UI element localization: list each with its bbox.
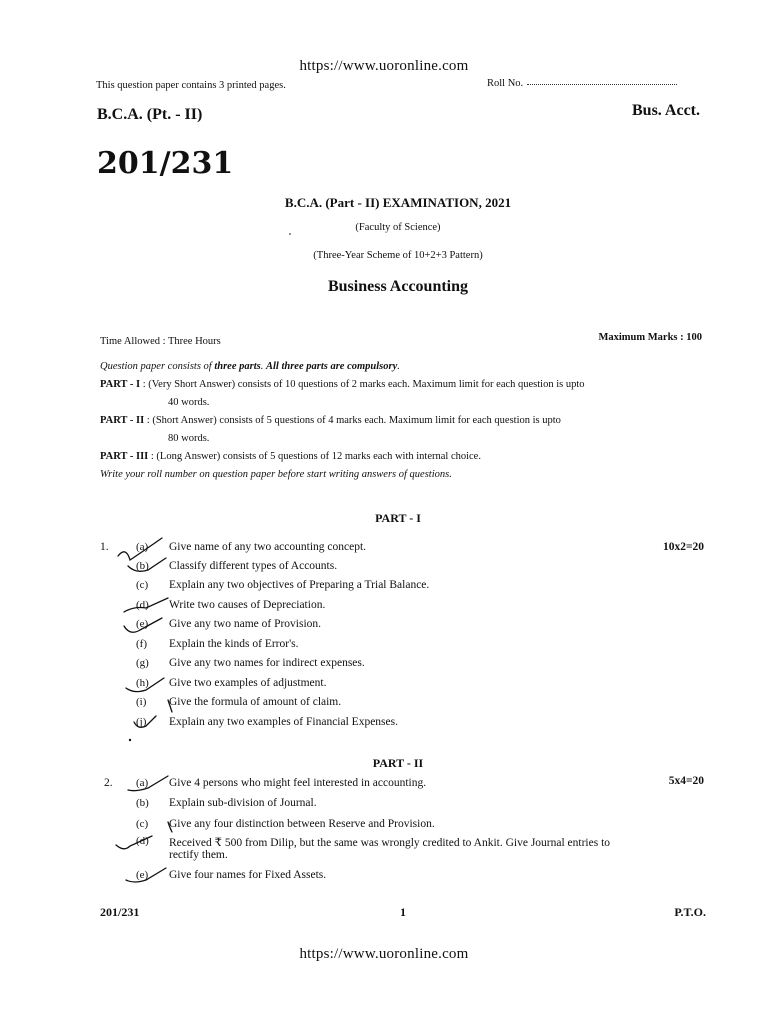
list-item — [0, 541, 768, 559]
item-text: Give any two names for indirect expenses. — [169, 657, 365, 669]
list-item — [0, 818, 768, 836]
part1-instruction-cont: 40 words. — [168, 397, 210, 408]
instruction-intro — [100, 361, 400, 372]
time-allowed: Time Allowed : Three Hours — [100, 336, 221, 347]
page-number: 1 — [400, 905, 406, 919]
list-item — [0, 869, 768, 887]
item-text: Classify different types of Accounts. — [169, 560, 338, 572]
part2-instruction-cont: 80 words. — [168, 433, 210, 444]
intro-emph-2: All three parts are — [265, 361, 348, 372]
scheme: (Three-Year Scheme of 10+2+3 Pattern) — [313, 250, 483, 261]
list-item — [0, 716, 768, 734]
item-label: (b) — [136, 797, 149, 809]
item-text: Explain sub-division of Journal. — [169, 797, 317, 809]
list-item — [0, 696, 768, 714]
pen-dot-2 — [289, 233, 291, 235]
list-item — [0, 657, 768, 675]
part2-inst-text: : (Short Answer) consists of 5 questions of 4 marks each. Maximum limit for each question is upto — [144, 415, 561, 426]
list-item — [0, 638, 768, 656]
item-label: (j) — [136, 716, 147, 728]
part2-instruction — [100, 415, 561, 426]
item-label: (d) — [136, 835, 149, 847]
roll-line — [527, 84, 677, 85]
list-item — [0, 618, 768, 636]
item-label: (i) — [136, 696, 147, 708]
maximum-marks: Maximum Marks : 100 — [598, 332, 702, 343]
pen-dot — [129, 739, 131, 741]
part1-inst-head: PART - I — [100, 379, 141, 390]
item-text: Write two causes of Depreciation. — [169, 599, 326, 611]
part1-inst-text: : (Very Short Answer) consists of 10 questions of 2 marks each. Maximum limit for each question is upto — [140, 379, 585, 390]
list-item — [0, 797, 768, 815]
item-text: Received ₹ 500 from Dilip, but the same was wrongly credited to Ankit. Give Journal entries to — [169, 837, 611, 849]
faculty: (Faculty of Science) — [355, 222, 441, 233]
intro-sep: . — [260, 361, 266, 372]
list-item — [0, 599, 768, 617]
item-text: Give any two name of Provision. — [169, 618, 322, 630]
intro-compulsory: compulsory — [347, 361, 398, 372]
item-text: Give any four distinction between Reserve and Provision. — [169, 818, 435, 830]
item-label: (c) — [136, 818, 149, 830]
item-label: (d) — [136, 599, 149, 611]
question-2-number: 2. — [104, 777, 113, 789]
item-label: (e) — [136, 869, 149, 881]
part3-instruction — [100, 451, 481, 462]
subject-title: Business Accounting — [327, 278, 469, 295]
roll-label: Roll No. — [487, 78, 524, 89]
course-name: B.C.A. (Pt. - II) — [97, 106, 203, 123]
part1-instruction — [100, 379, 585, 390]
pto: P.T.O. — [674, 905, 706, 919]
exam-title: B.C.A. (Part - II) EXAMINATION, 2021 — [284, 195, 512, 210]
item-text: Explain any two objectives of Preparing a Trial Balance. — [169, 579, 430, 591]
pages-note: This question paper contains 3 printed pages. — [96, 80, 286, 91]
part3-inst-text: : (Long Answer) consists of 5 questions of 12 marks each with internal choice. — [148, 451, 481, 462]
list-item — [0, 579, 768, 597]
item-text: Explain the kinds of Error's. — [169, 638, 299, 650]
bottom-url: https://www.uoronline.com — [299, 946, 469, 962]
item-label: (f) — [136, 638, 147, 650]
item-label: (a) — [136, 541, 149, 553]
item-text: Give four names for Fixed Assets. — [169, 869, 327, 881]
intro-emph: three parts — [214, 361, 261, 372]
list-item-continuation — [0, 849, 768, 867]
item-text: Give 4 persons who might feel interested in accounting. — [169, 777, 427, 789]
item-text: Give name of any two accounting concept. — [169, 541, 367, 553]
roll-number-field — [487, 78, 677, 89]
item-label: (b) — [136, 560, 149, 572]
item-text: Give two examples of adjustment. — [169, 677, 327, 689]
subject-short: Bus. Acct. — [632, 102, 700, 119]
intro-end: . — [397, 361, 400, 372]
part3-inst-head: PART - III — [100, 451, 149, 462]
item-text: Give the formula of amount of claim. — [169, 696, 342, 708]
list-item — [0, 560, 768, 578]
roll-number-note: Write your roll number on question paper before start writing answers of questions. — [100, 469, 452, 480]
part1-marks: 10x2=20 — [662, 541, 704, 553]
part2-marks: 5x4=20 — [668, 775, 704, 787]
list-item — [0, 677, 768, 695]
footer-code: 201/231 — [100, 905, 140, 919]
paper-code: 201/231 — [97, 146, 234, 181]
item-label: (g) — [136, 657, 149, 669]
part2-heading: PART - II — [372, 756, 424, 770]
item-label: (e) — [136, 618, 149, 630]
item-label: (h) — [136, 677, 149, 689]
top-url: https://www.uoronline.com — [299, 58, 469, 74]
item-text: Explain any two examples of Financial Expenses. — [169, 716, 398, 728]
intro-text: Question paper consists of — [100, 361, 215, 372]
part2-inst-head: PART - II — [100, 415, 145, 426]
item-label: (a) — [136, 777, 149, 789]
list-item — [0, 777, 768, 795]
item-label: (c) — [136, 579, 149, 591]
part1-heading: PART - I — [375, 511, 421, 525]
item-text-cont: rectify them. — [169, 849, 228, 861]
question-1-number: 1. — [100, 541, 109, 553]
